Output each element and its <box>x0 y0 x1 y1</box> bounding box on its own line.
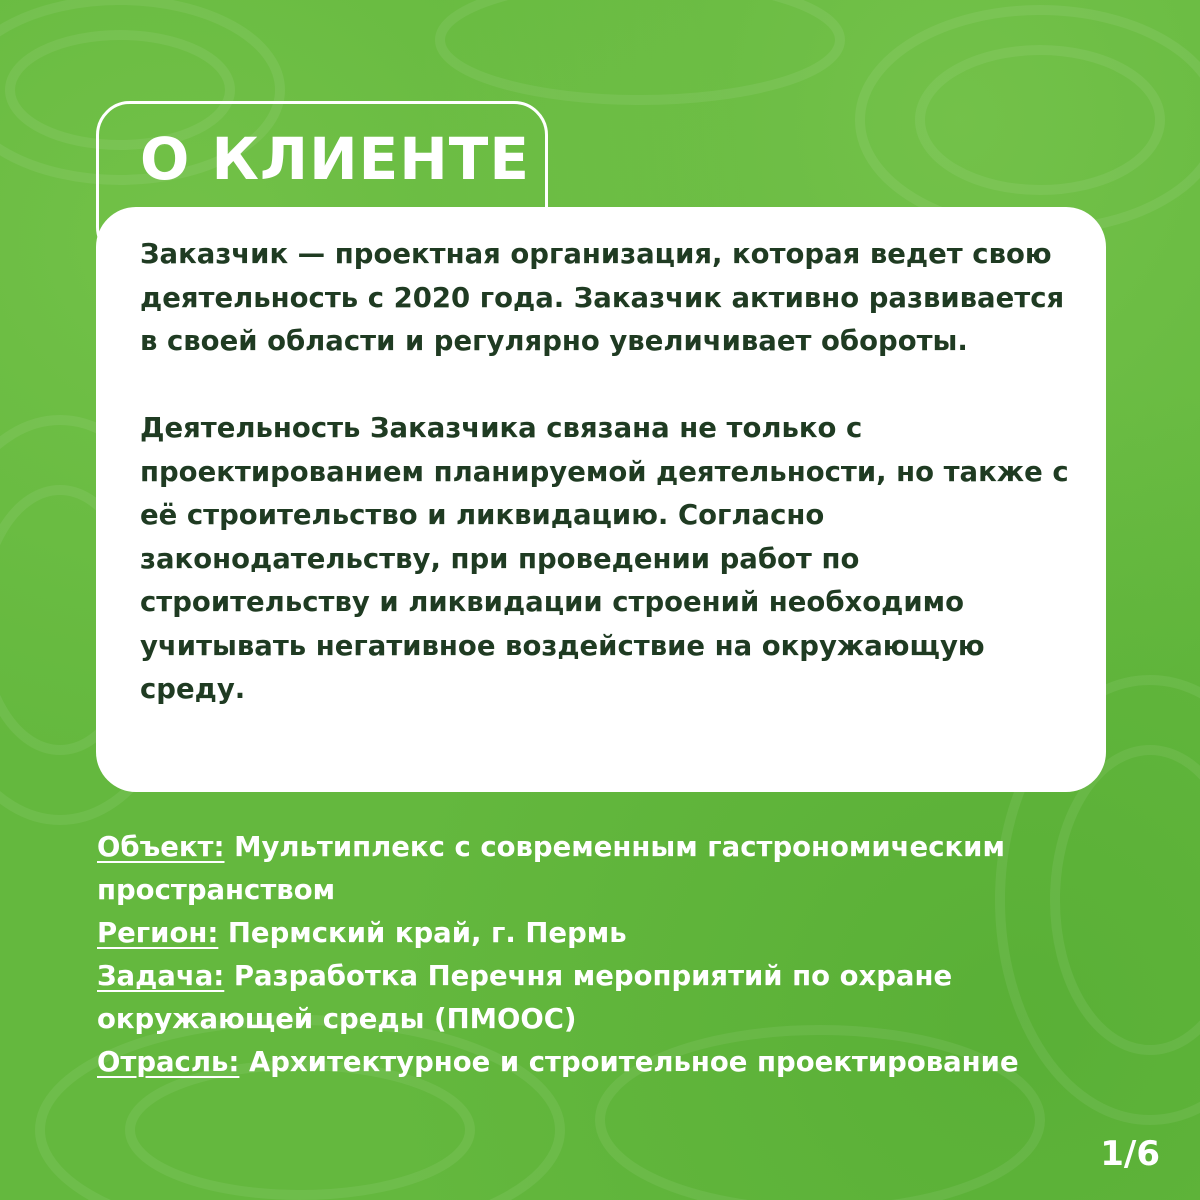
region-value: Пермский край, г. Пермь <box>227 917 627 949</box>
info-row-region <box>97 912 1157 955</box>
card-paragraph-1: Заказчик — проектная организация, которая ведет свою деятельность с 2020 года. Заказчик активно развивается в своей области и регулярно увеличивает обороты. <box>140 238 1065 357</box>
region-label: Регион: <box>97 917 219 949</box>
card-text <box>140 233 1090 712</box>
client-description-card <box>96 207 1106 792</box>
industry-value: Архитектурное и строительное проектирование <box>248 1046 1019 1078</box>
card-paragraph-2: Деятельность Заказчика связана не только с проектированием планируемой деятельности, но также с её строительство и ликвидацию. Согласно законодательству, при проведении работ по строительству и ликвидации строений необходимо учитывать негативное воздействие на окружающую среду. <box>140 412 1069 705</box>
task-label: Задача: <box>97 960 225 992</box>
page-title: О КЛИЕНТЕ <box>140 125 530 193</box>
task-value: Разработка Перечня мероприятий по охране окружающей среды (ПМООС) <box>97 960 953 1035</box>
industry-label: Отрасль: <box>97 1046 240 1078</box>
page-indicator: 1/6 <box>1100 1134 1160 1174</box>
object-value: Мультиплекс с современным гастрономическим пространством <box>97 831 1005 906</box>
info-row-object <box>97 826 1157 912</box>
object-label: Объект: <box>97 831 225 863</box>
info-row-task <box>97 955 1157 1041</box>
info-row-industry <box>97 1041 1157 1084</box>
project-info <box>97 826 1157 1084</box>
